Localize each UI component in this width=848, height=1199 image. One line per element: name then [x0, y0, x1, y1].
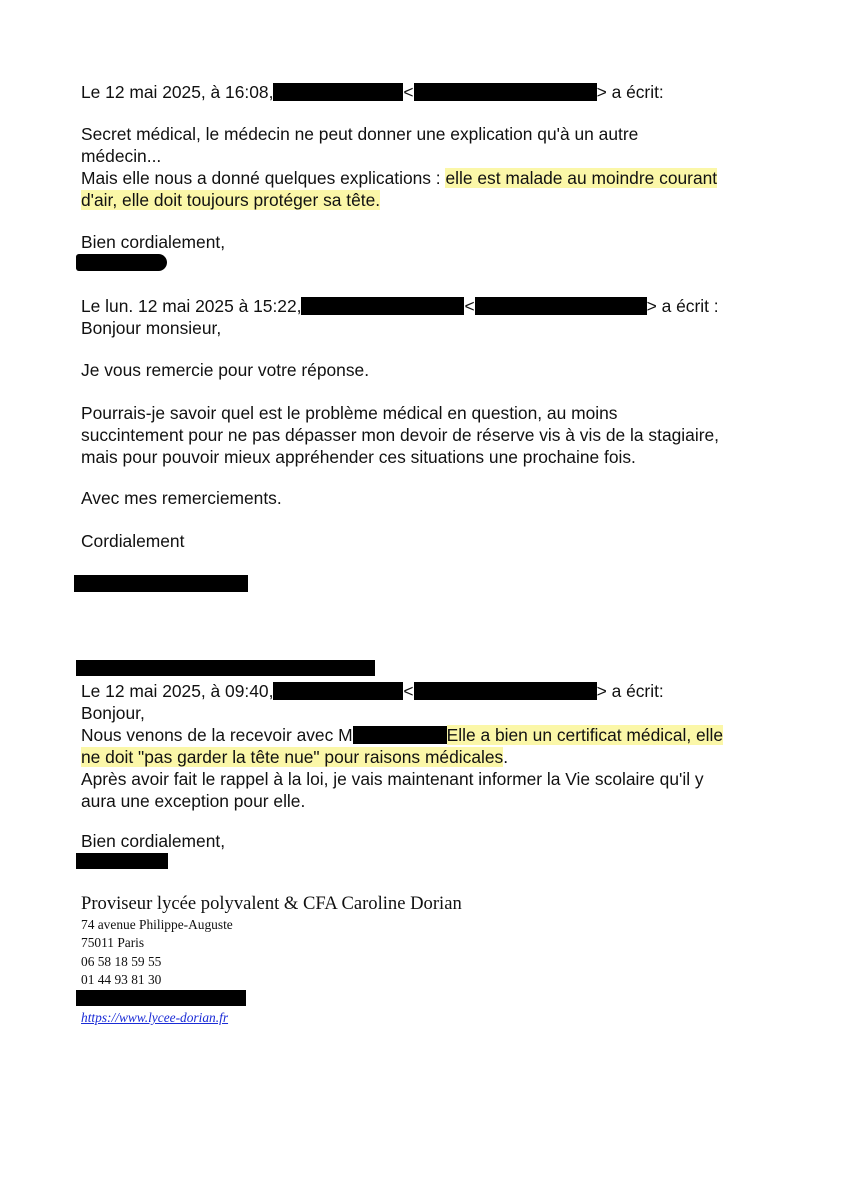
redacted-signature-name — [74, 575, 248, 592]
email1-closing: Bien cordialement, — [81, 831, 226, 851]
email3-closing: Bien cordialement, — [81, 232, 226, 252]
email2-header — [81, 295, 719, 317]
redacted-forward-header — [76, 660, 375, 676]
email1-line2-plain: . — [503, 747, 509, 767]
email3-line4 — [81, 189, 380, 211]
email3-line4-highlight: d'air, elle doit toujours protéger sa tête. — [81, 190, 381, 210]
email3-header — [81, 81, 664, 103]
email2-header-lt: < — [464, 296, 475, 316]
email1-line3: Après avoir fait le rappel à la loi, je vais maintenant informer la Vie scolaire qu'il y — [81, 769, 704, 789]
email1-header-suffix: > a écrit: — [596, 681, 664, 701]
signature-phone-office: 01 44 93 81 30 — [81, 972, 162, 987]
redacted-signature-name — [76, 853, 168, 869]
signature-title: Proviseur lycée polyvalent & CFA Caroline Dorian — [81, 893, 462, 914]
email2-line4: mais pour pouvoir mieux appréhender ces situations une prochaine fois. — [81, 447, 636, 467]
email3-line3-highlight: elle est malade au moindre courant — [445, 168, 718, 188]
email1-header — [81, 680, 664, 702]
signature-phone-mobile: 06 58 18 59 55 — [81, 954, 162, 969]
email1-greeting: Bonjour, — [81, 703, 145, 723]
email3-line3-plain: Mais elle nous a donné quelques explications : — [81, 168, 446, 188]
email3-line1: Secret médical, le médecin ne peut donner une explication qu'à un autre — [81, 124, 639, 144]
email2-thanks: Avec mes remerciements. — [81, 488, 282, 508]
email3-line2: médecin... — [81, 146, 162, 166]
email3-header-lt: < — [403, 82, 414, 102]
redacted-sender-name — [301, 297, 464, 315]
redacted-signature-email — [76, 990, 246, 1006]
email2-line1: Je vous remercie pour votre réponse. — [81, 360, 370, 380]
email2-header-suffix: > a écrit : — [646, 296, 719, 316]
redacted-sender-email — [475, 297, 647, 315]
email2-greeting: Bonjour monsieur, — [81, 318, 222, 338]
email1-line2-highlight: ne doit "pas garder la tête nue" pour raisons médicales — [81, 747, 504, 767]
redacted-sender-email — [414, 83, 597, 101]
email3-header-date: Le 12 mai 2025, à 16:08, — [81, 82, 274, 102]
email1-header-lt: < — [403, 681, 414, 701]
email2-line2: Pourrais-je savoir quel est le problème médical en question, au moins — [81, 403, 618, 423]
email2-line3: succintement pour ne pas dépasser mon devoir de réserve vis à vis de la stagiaire, — [81, 425, 719, 445]
email3-line3 — [81, 167, 717, 189]
redacted-signature-name — [76, 254, 167, 271]
email1-line1 — [81, 724, 723, 746]
signature-address-city: 75011 Paris — [81, 935, 145, 950]
signature-address-street: 74 avenue Philippe-Auguste — [81, 917, 233, 932]
email1-line4: aura une exception pour elle. — [81, 791, 306, 811]
email1-line1-highlight: Elle a bien un certificat médical, elle — [446, 725, 724, 745]
redacted-student-name — [353, 726, 447, 744]
email1-line1-plain: Nous venons de la recevoir avec M — [81, 725, 353, 745]
redacted-sender-name — [273, 83, 403, 101]
email1-line2 — [81, 746, 508, 768]
email2-closing: Cordialement — [81, 531, 185, 551]
email2-header-date: Le lun. 12 mai 2025 à 15:22, — [81, 296, 302, 316]
school-website-link[interactable]: https://www.lycee-dorian.fr — [81, 1010, 229, 1025]
email1-header-date: Le 12 mai 2025, à 09:40, — [81, 681, 274, 701]
email3-header-suffix: > a écrit: — [596, 82, 664, 102]
redacted-sender-email — [414, 682, 597, 700]
redacted-sender-name — [273, 682, 403, 700]
